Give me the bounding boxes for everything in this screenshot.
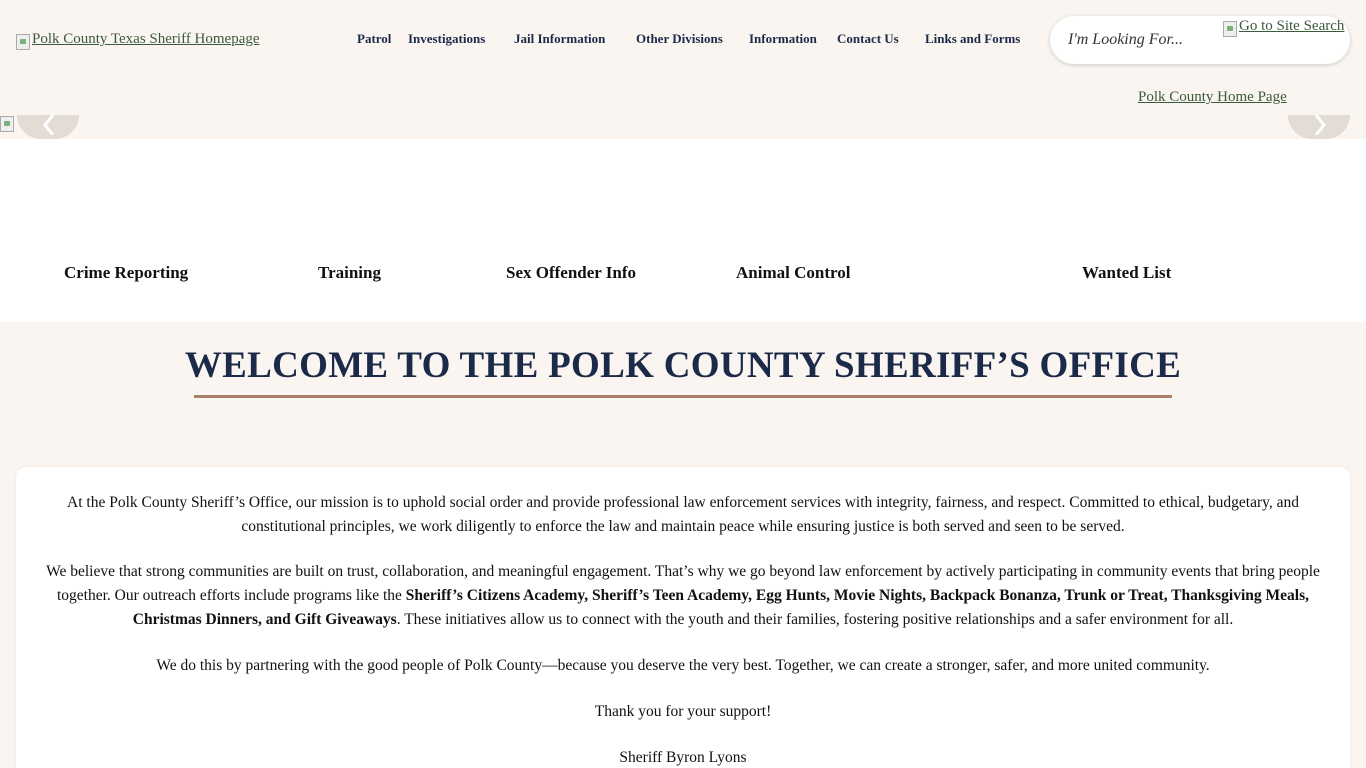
nav-contact-us[interactable]: Contact Us xyxy=(837,31,899,46)
quick-link-animal-control[interactable]: Animal Control xyxy=(736,263,851,282)
quick-link-sex-offender-info[interactable]: Sex Offender Info xyxy=(506,263,637,282)
nav-information[interactable]: Information xyxy=(749,31,817,46)
county-home-link[interactable]: Polk County Home Page xyxy=(1138,89,1287,105)
search-submit-alt: Go to Site Search xyxy=(1239,18,1345,34)
slide-image-icon xyxy=(0,116,14,132)
logo-alt-text: Polk County Texas Sheriff Homepage xyxy=(32,31,260,47)
quick-link-wanted-list[interactable]: Wanted List xyxy=(1082,263,1172,282)
community-programs: Sheriff’s Citizens Academy, Sheriff’s Teen Academy, Egg Hunts, Movie Nights, Backpack Bonanza, Trunk or Treat, Thanksgiving Meals, Christmas Dinners, and Gift Giveaways xyxy=(132,587,1309,628)
hero-slider xyxy=(0,115,1366,139)
mission-paragraph: At the Polk County Sheriff’s Office, our mission is to uphold social order and provide professional law enforcement services with integrity, fairness, and respect. Committed to ethical, budgetary, and constitutional principles, we work diligently to enforce the law and maintain peace while ensuring justice is both served and seen to be served. xyxy=(67,494,1299,535)
logo-image-icon xyxy=(16,34,30,50)
thanks-paragraph: Thank you for your support! xyxy=(594,703,772,720)
search-icon xyxy=(1223,21,1237,37)
community-paragraph xyxy=(30,560,1336,632)
partnership-paragraph: We do this by partnering with the good people of Polk County—because you deserve the very best. Together, we can create a stronger, safer, and more united community. xyxy=(156,657,1210,674)
quick-link-crime-reporting[interactable]: Crime Reporting xyxy=(64,263,189,282)
nav-patrol[interactable]: Patrol xyxy=(357,31,392,46)
nav-links-and-forms[interactable]: Links and Forms xyxy=(925,31,1021,46)
community-text-outro: . These initiatives allow us to connect with the youth and their families, fostering positive relationships and a safer environment for all. xyxy=(396,611,1234,628)
page-title: WELCOME TO THE POLK COUNTY SHERIFF’S OFFICE xyxy=(184,345,1182,386)
logo-link[interactable] xyxy=(16,31,260,48)
chevron-left-icon xyxy=(39,115,59,135)
community-text-intro: We believe that strong communities are built on trust, collaboration, and meaningful engagement. That’s why we go beyond law enforcement by actively participating in community events that bring people together. Our outreach efforts include programs like the xyxy=(46,563,1320,604)
slider-next-button[interactable] xyxy=(1288,115,1350,139)
nav-investigations[interactable]: Investigations xyxy=(408,31,486,46)
slider-prev-button[interactable] xyxy=(17,115,79,139)
title-divider xyxy=(194,395,1172,398)
nav-other-divisions[interactable]: Other Divisions xyxy=(636,31,723,46)
welcome-card xyxy=(16,467,1350,768)
quick-links xyxy=(0,139,1366,322)
search-input[interactable] xyxy=(1068,29,1228,51)
chevron-right-icon xyxy=(1310,115,1330,135)
nav-jail-information[interactable]: Jail Information xyxy=(514,31,606,46)
search-submit-button[interactable] xyxy=(1223,18,1344,35)
quick-link-training[interactable]: Training xyxy=(318,263,381,282)
signature: Sheriff Byron Lyons xyxy=(619,749,747,766)
